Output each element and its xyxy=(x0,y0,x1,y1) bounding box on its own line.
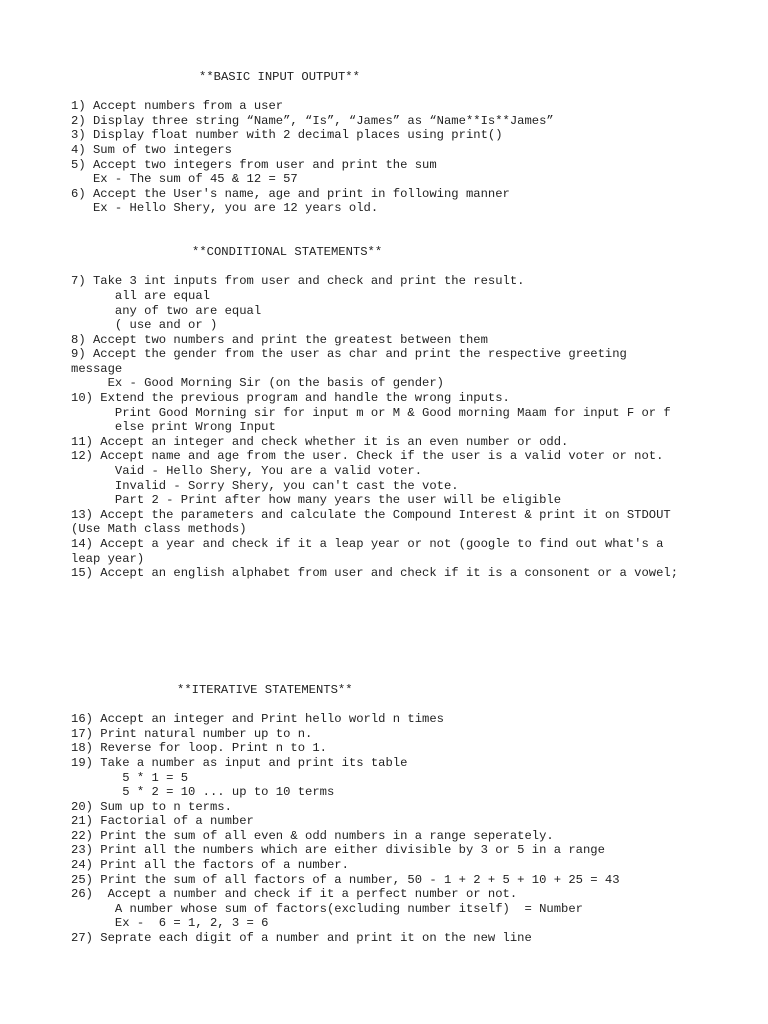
section-heading-conditional-statements: **CONDITIONAL STATEMENTS** xyxy=(192,245,383,260)
question-line: 4) Sum of two integers xyxy=(71,142,232,157)
question-line: 11) Accept an integer and check whether it is an even number or odd. xyxy=(71,434,569,449)
question-line: Ex - Hello Shery, you are 12 years old. xyxy=(71,201,379,216)
question-line: leap year) xyxy=(71,551,145,566)
question-line: Part 2 - Print after how many years the user will be eligible xyxy=(71,493,562,508)
question-line: 5) Accept two integers from user and print the sum xyxy=(71,157,437,172)
question-line: 21) Factorial of a number xyxy=(71,814,254,829)
question-line: 14) Accept a year and check if it a leap year or not (google to find out what's a xyxy=(71,537,664,551)
document-page xyxy=(71,70,761,946)
question-line: A number whose sum of factors(excluding number itself) = Number xyxy=(71,901,583,916)
question-line: 9) Accept the gender from the user as char and print the respective greeting xyxy=(71,347,627,362)
question-line: 12) Accept name and age from the user. Check if the user is a valid voter or not. xyxy=(71,449,664,464)
question-line: 22) Print the sum of all even & odd numbers in a range seperately. xyxy=(71,828,554,843)
question-line: Ex - 6 = 1, 2, 3 = 6 xyxy=(71,916,269,931)
question-line: 2) Display three string “Name”, “Is”, “James” as “Name**Is**James” xyxy=(71,113,554,128)
section-body-iterative-statements xyxy=(71,712,761,946)
question-line: 15) Accept an english alphabet from user and check if it is a consonent or a vowel; xyxy=(71,566,679,581)
section-body-basic-input-output xyxy=(71,99,761,216)
question-line: 1) Accept numbers from a user xyxy=(71,99,284,114)
question-line: 19) Take a number as input and print its table xyxy=(71,755,408,770)
question-line: (Use Math class methods) xyxy=(71,522,247,537)
question-line: any of two are equal xyxy=(71,303,262,318)
question-line: 13) Accept the parameters and calculate the Compound Interest & print it on STDOUT xyxy=(71,507,671,522)
question-line: 7) Take 3 int inputs from user and check and print the result. xyxy=(71,274,525,289)
question-line: 10) Extend the previous program and handle the wrong inputs. xyxy=(71,391,510,406)
question-line: Ex - Good Morning Sir (on the basis of gender) xyxy=(71,376,444,391)
question-line: 8) Accept two numbers and print the greatest between them xyxy=(71,332,488,347)
question-line: 27) Seprate each digit of a number and print it on the new line xyxy=(71,931,532,946)
question-line: 17) Print natural number up to n. xyxy=(71,726,313,741)
question-line: 6) Accept the User's name, age and print in following manner xyxy=(71,186,510,201)
question-line: Print Good Morning sir for input m or M & Good morning Maam for input F or f xyxy=(71,405,671,420)
question-line: message xyxy=(71,361,123,376)
question-line: Ex - The sum of 45 & 12 = 57 xyxy=(71,172,298,187)
question-line: 5 * 1 = 5 xyxy=(71,770,189,785)
question-line: 5 * 2 = 10 ... up to 10 terms xyxy=(71,785,335,800)
question-line: else print Wrong Input xyxy=(71,420,276,435)
question-line: 3) Display float number with 2 decimal places using print() xyxy=(71,128,503,143)
question-line: Vaid - Hello Shery, You are a valid voter. xyxy=(71,464,423,479)
question-line: all are equal xyxy=(71,288,210,303)
question-line: 25) Print the sum of all factors of a number, 50 - 1 + 2 + 5 + 10 + 25 = 43 xyxy=(71,872,620,887)
section-heading-iterative-statements: **ITERATIVE STATEMENTS** xyxy=(177,682,353,697)
question-line: 18) Reverse for loop. Print n to 1. xyxy=(71,741,327,756)
section-heading-basic-input-output: **BASIC INPUT OUTPUT** xyxy=(199,70,360,84)
question-line: 26) Accept a number and check if it a perfect number or not. xyxy=(71,887,518,902)
question-line: ( use and or ) xyxy=(71,318,218,333)
question-line: 20) Sum up to n terms. xyxy=(71,799,232,814)
question-line: 16) Accept an integer and Print hello world n times xyxy=(71,712,444,727)
question-line: 24) Print all the factors of a number. xyxy=(71,858,349,873)
section-body-conditional-statements xyxy=(71,274,761,580)
question-line: Invalid - Sorry Shery, you can't cast the vote. xyxy=(71,478,459,493)
question-line: 23) Print all the numbers which are either divisible by 3 or 5 in a range xyxy=(71,843,605,858)
